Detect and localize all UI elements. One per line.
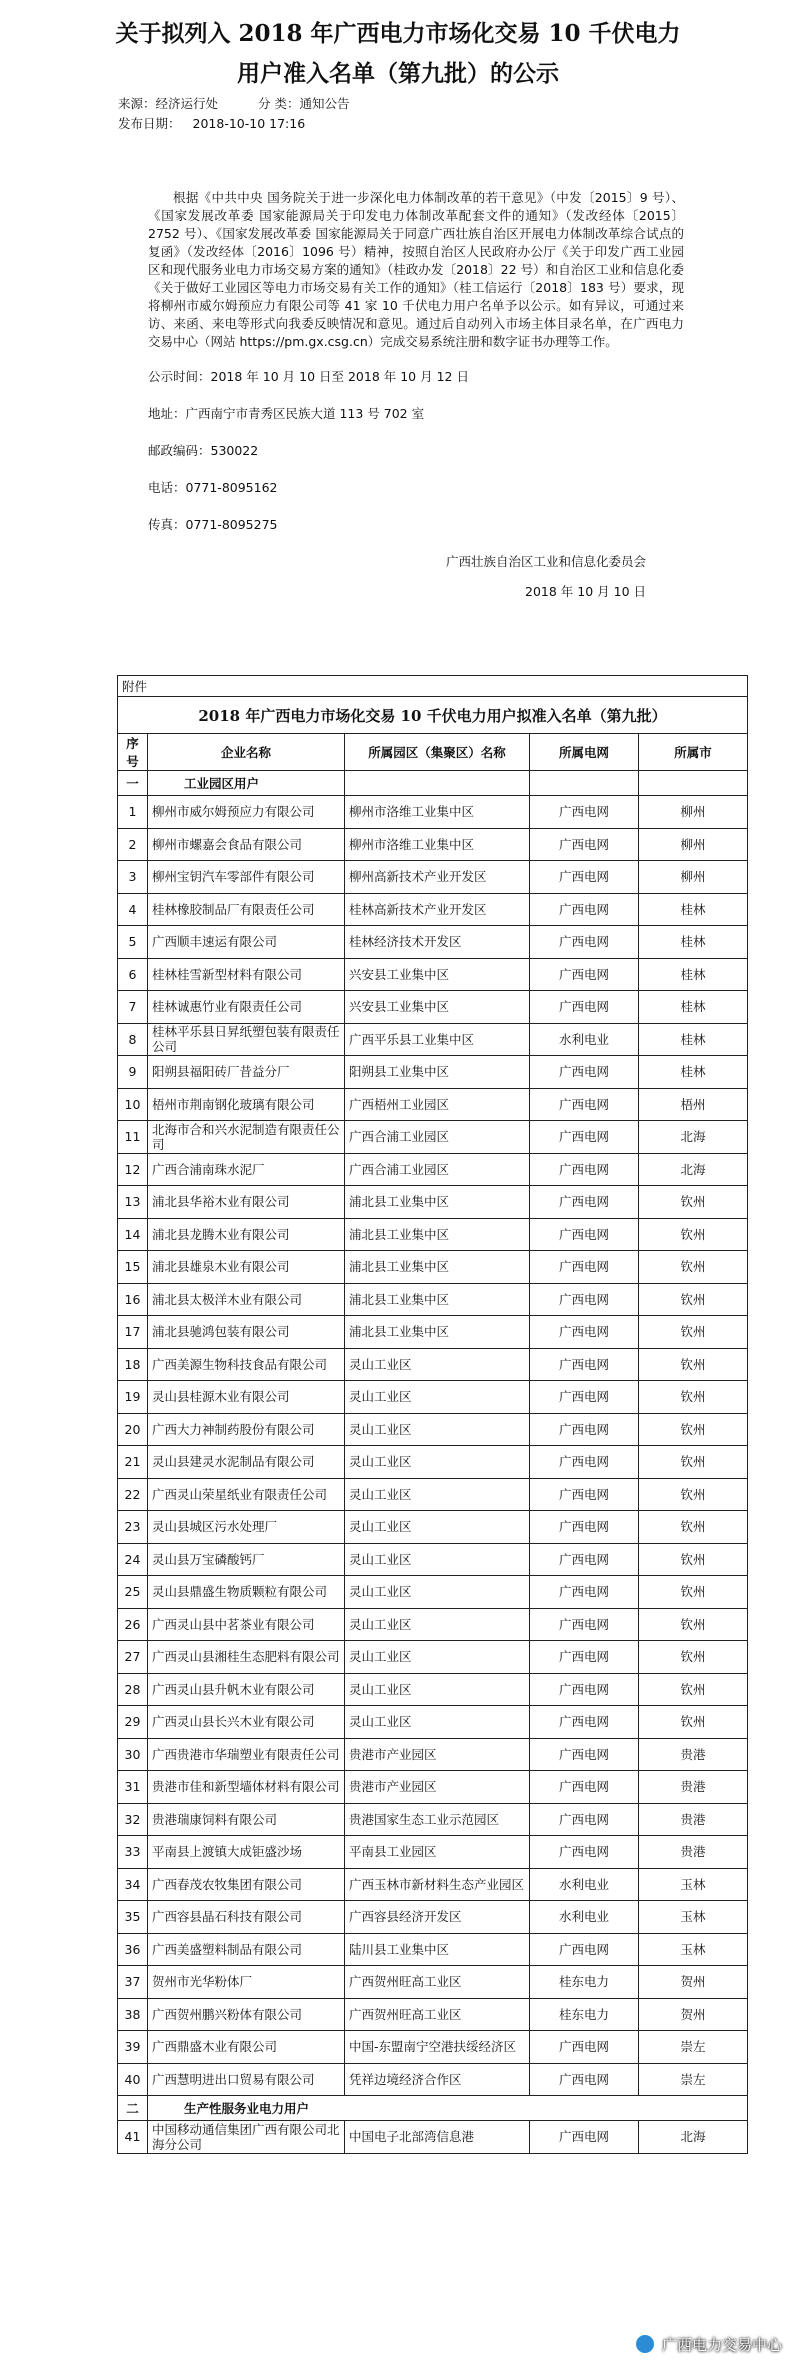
wechat-logo-icon [634, 2333, 656, 2355]
row-no: 22 [118, 1478, 148, 1511]
row-city: 钦州 [639, 1251, 748, 1284]
row-park: 浦北县工业集中区 [345, 1218, 530, 1251]
row-grid: 广西电网 [530, 1316, 639, 1349]
row-park: 广西梧州工业园区 [345, 1088, 530, 1121]
row-city: 北海 [639, 1121, 748, 1154]
table-row [118, 1706, 748, 1739]
row-park: 灵山工业区 [345, 1478, 530, 1511]
row-grid: 水利电业 [530, 1901, 639, 1934]
row-company: 桂林桂雪新型材料有限公司 [148, 958, 345, 991]
row-no: 32 [118, 1803, 148, 1836]
row-company: 梧州市荆南钢化玻璃有限公司 [148, 1088, 345, 1121]
row-grid: 广西电网 [530, 1251, 639, 1284]
row-city: 钦州 [639, 1543, 748, 1576]
row-park: 凭祥边境经济合作区 [345, 2063, 530, 2096]
row-city: 贵港 [639, 1771, 748, 1804]
row-city: 钦州 [639, 1576, 748, 1609]
table-row [118, 1478, 748, 1511]
date-value: 2018-10-10 17:16 [192, 116, 306, 131]
row-grid: 水利电业 [530, 1023, 639, 1056]
header-city: 所属市 [639, 734, 748, 771]
table-row [118, 1381, 748, 1414]
row-park: 灵山工业区 [345, 1608, 530, 1641]
phone: 电话：0771-8095162 [148, 480, 278, 495]
row-company: 广西慧明进出口贸易有限公司 [148, 2063, 345, 2096]
row-no: 15 [118, 1251, 148, 1284]
row-no: 3 [118, 861, 148, 894]
row-company: 广西灵山县湘桂生态肥料有限公司 [148, 1641, 345, 1674]
row-no: 33 [118, 1836, 148, 1869]
row-company: 柳州市螺嘉会食品有限公司 [148, 828, 345, 861]
row-grid: 广西电网 [530, 1933, 639, 1966]
table-row [118, 1316, 748, 1349]
row-grid: 广西电网 [530, 1771, 639, 1804]
row-company: 广西美源生物科技食品有限公司 [148, 1348, 345, 1381]
header-company: 企业名称 [148, 734, 345, 771]
row-company: 灵山县建灵水泥制品有限公司 [148, 1446, 345, 1479]
row-city: 钦州 [639, 1478, 748, 1511]
row-park: 广西贺州旺高工业区 [345, 1998, 530, 2031]
table-row [118, 1251, 748, 1284]
row-grid: 广西电网 [530, 1413, 639, 1446]
row-no: 21 [118, 1446, 148, 1479]
title-line-2: 用户准入名单（第九批）的公示 [237, 60, 559, 87]
row-no: 8 [118, 1023, 148, 1056]
row-grid: 广西电网 [530, 1673, 639, 1706]
row-city: 柳州 [639, 796, 748, 829]
row-city: 钦州 [639, 1608, 748, 1641]
row-city: 柳州 [639, 828, 748, 861]
row-grid: 广西电网 [530, 1478, 639, 1511]
row-no: 38 [118, 1998, 148, 2031]
row-company: 灵山县城区污水处理厂 [148, 1511, 345, 1544]
row-company: 北海市合和兴水泥制造有限责任公司 [148, 1121, 345, 1154]
row-city: 钦州 [639, 1511, 748, 1544]
row-company: 广西贵港市华瑞塑业有限责任公司 [148, 1738, 345, 1771]
row-company: 柳州市威尔姆预应力有限公司 [148, 796, 345, 829]
publicity-time: 公示时间：2018 年 10 月 10 日至 2018 年 10 月 12 日 [148, 369, 469, 384]
row-grid: 广西电网 [530, 1608, 639, 1641]
sign-date: 2018 年 10 月 10 日 [525, 584, 646, 599]
row-no: 27 [118, 1641, 148, 1674]
table-row [118, 1023, 748, 1056]
row-park: 浦北县工业集中区 [345, 1283, 530, 1316]
date-label: 发布日期： [118, 116, 181, 131]
meta-info [0, 94, 796, 134]
row-city: 贵港 [639, 1836, 748, 1869]
row-grid: 广西电网 [530, 1056, 639, 1089]
table-row [118, 1998, 748, 2031]
row-grid: 广西电网 [530, 1836, 639, 1869]
row-park: 浦北县工业集中区 [345, 1316, 530, 1349]
table-row [118, 1121, 748, 1154]
row-no: 23 [118, 1511, 148, 1544]
source-label: 来源：经济运行处 [118, 96, 219, 111]
section-no: 二 [118, 2096, 148, 2121]
row-grid: 广西电网 [530, 861, 639, 894]
table-row [118, 1868, 748, 1901]
table-row [118, 861, 748, 894]
row-no: 13 [118, 1186, 148, 1219]
row-no: 29 [118, 1706, 148, 1739]
row-city: 贵港 [639, 1803, 748, 1836]
row-company: 广西灵山县升帆木业有限公司 [148, 1673, 345, 1706]
table-row [118, 1836, 748, 1869]
row-grid: 广西电网 [530, 1186, 639, 1219]
header-no: 序号 [118, 734, 148, 771]
row-company: 贺州市光华粉体厂 [148, 1966, 345, 1999]
row-city: 崇左 [639, 2063, 748, 2096]
row-city: 崇左 [639, 2031, 748, 2064]
watermark-text: 广西电力交易中心 [661, 2335, 782, 2354]
watermark [634, 2333, 782, 2355]
table-row [118, 828, 748, 861]
row-park: 贵港市产业园区 [345, 1738, 530, 1771]
row-city: 贺州 [639, 1966, 748, 1999]
table-title: 2018 年广西电力市场化交易 10 千伏电力用户拟准入名单（第九批） [118, 697, 748, 734]
table-row [118, 1933, 748, 1966]
row-no: 6 [118, 958, 148, 991]
table-row [118, 926, 748, 959]
row-company: 浦北县雄泉木业有限公司 [148, 1251, 345, 1284]
row-city: 贺州 [639, 1998, 748, 2031]
row-no: 17 [118, 1316, 148, 1349]
row-city: 钦州 [639, 1706, 748, 1739]
row-no: 7 [118, 991, 148, 1024]
table-row [118, 1511, 748, 1544]
row-park: 兴安县工业集中区 [345, 991, 530, 1024]
table-row [118, 1218, 748, 1251]
row-company: 广西容县晶石科技有限公司 [148, 1901, 345, 1934]
row-no: 24 [118, 1543, 148, 1576]
row-city: 玉林 [639, 1901, 748, 1934]
row-city: 钦州 [639, 1283, 748, 1316]
row-city: 玉林 [639, 1933, 748, 1966]
row-city: 钦州 [639, 1673, 748, 1706]
document [0, 0, 796, 612]
row-company: 广西灵山县长兴木业有限公司 [148, 1706, 345, 1739]
row-company: 广西合浦南珠水泥厂 [148, 1153, 345, 1186]
row-grid: 水利电业 [530, 1868, 639, 1901]
row-no: 34 [118, 1868, 148, 1901]
row-city: 钦州 [639, 1186, 748, 1219]
body-paragraph: 根据《中共中央 国务院关于进一步深化电力体制改革的若干意见》（中发〔2015〕9 号）、《国家发展改革委 国家能源局关于印发电力体制改革配套文件的通知》（发改经体〔2015〕2752 号）、《国家发展改革委 国家能源局关于同意广西壮族自治区开展电力体制改革综合试点的复函》（发改经体〔2016〕1096 号）精神，按照自治区人民政府办公厅《关于印发广西工业园区和现代服务业电力市场交易方案的通知》（桂政办发〔2018〕22 号）和自治区工业和信息化委《关于做好工业园区等电力市场交易有关工作的通知》（桂工信运行〔2018〕183 号）要求，现将柳州市威尔姆预应力有限公司等 41 家 10 千伏电力用户名单予以公示。如有异议，可通过来访、来函、来电等形式向我委反映情况和意见。通过后自动列入市场主体目录名单，在广西电力交易中心（网站 https://pm.gx.csg.cn）完成交易系统注册和数字证书办理等工作。 [148, 190, 684, 349]
row-grid: 广西电网 [530, 1218, 639, 1251]
row-city: 钦州 [639, 1348, 748, 1381]
section-label: 工业园区用户 [148, 771, 345, 796]
row-park: 灵山工业区 [345, 1511, 530, 1544]
row-grid: 广西电网 [530, 1446, 639, 1479]
row-no: 5 [118, 926, 148, 959]
row-grid: 广西电网 [530, 2063, 639, 2096]
row-city: 柳州 [639, 861, 748, 894]
row-no: 25 [118, 1576, 148, 1609]
row-no: 18 [118, 1348, 148, 1381]
row-grid: 广西电网 [530, 1511, 639, 1544]
table-row [118, 796, 748, 829]
row-no: 19 [118, 1381, 148, 1414]
row-park: 灵山工业区 [345, 1673, 530, 1706]
row-city: 梧州 [639, 1088, 748, 1121]
postcode: 邮政编码：530022 [148, 443, 259, 458]
row-company: 广西顺丰速运有限公司 [148, 926, 345, 959]
row-city: 桂林 [639, 1023, 748, 1056]
row-city: 钦州 [639, 1446, 748, 1479]
table-row [118, 1186, 748, 1219]
row-company: 广西大力神制药股份有限公司 [148, 1413, 345, 1446]
table-row [118, 1153, 748, 1186]
row-city: 钦州 [639, 1218, 748, 1251]
row-company: 广西贺州鹏兴粉体有限公司 [148, 1998, 345, 2031]
row-grid: 广西电网 [530, 926, 639, 959]
row-company: 广西春茂农牧集团有限公司 [148, 1868, 345, 1901]
row-park: 灵山工业区 [345, 1348, 530, 1381]
row-city: 钦州 [639, 1316, 748, 1349]
row-park: 桂林经济技术开发区 [345, 926, 530, 959]
row-park: 灵山工业区 [345, 1576, 530, 1609]
issuing-org: 广西壮族自治区工业和信息化委员会 [445, 554, 646, 569]
row-park: 贵港国家生态工业示范园区 [345, 1803, 530, 1836]
row-park: 广西合浦工业园区 [345, 1153, 530, 1186]
row-park: 浦北县工业集中区 [345, 1251, 530, 1284]
row-company: 浦北县驰鸿包装有限公司 [148, 1316, 345, 1349]
row-grid: 广西电网 [530, 1706, 639, 1739]
row-park: 中国电子北部湾信息港 [345, 2121, 530, 2154]
table-row [118, 2121, 748, 2154]
row-no: 31 [118, 1771, 148, 1804]
row-park: 陆川县工业集中区 [345, 1933, 530, 1966]
row-grid: 广西电网 [530, 1738, 639, 1771]
row-park: 中国-东盟南宁空港扶绥经济区 [345, 2031, 530, 2064]
section-row [118, 2096, 748, 2121]
row-no: 28 [118, 1673, 148, 1706]
table-row [118, 1056, 748, 1089]
row-company: 平南县上渡镇大成钜盛沙场 [148, 1836, 345, 1869]
row-no: 30 [118, 1738, 148, 1771]
table-row [118, 893, 748, 926]
row-no: 26 [118, 1608, 148, 1641]
row-city: 北海 [639, 2121, 748, 2154]
table-row [118, 1771, 748, 1804]
row-no: 36 [118, 1933, 148, 1966]
table-row [118, 991, 748, 1024]
category-label: 分 类：通知公告 [258, 96, 350, 111]
row-park: 灵山工业区 [345, 1446, 530, 1479]
row-no: 11 [118, 1121, 148, 1154]
row-park: 阳朔县工业集中区 [345, 1056, 530, 1089]
row-park: 广西玉林市新材料生态产业园区 [345, 1868, 530, 1901]
table-row [118, 1901, 748, 1934]
title-line-1: 关于拟列入 2018 年广西电力市场化交易 10 千伏电力 [115, 20, 681, 47]
row-company: 浦北县华裕木业有限公司 [148, 1186, 345, 1219]
row-grid: 广西电网 [530, 1348, 639, 1381]
row-park: 广西平乐县工业集中区 [345, 1023, 530, 1056]
row-park: 广西容县经济开发区 [345, 1901, 530, 1934]
row-no: 37 [118, 1966, 148, 1999]
row-company: 灵山县桂源木业有限公司 [148, 1381, 345, 1414]
table-row [118, 1641, 748, 1674]
page-title [0, 14, 796, 94]
row-park: 平南县工业园区 [345, 1836, 530, 1869]
row-grid: 广西电网 [530, 1121, 639, 1154]
row-company: 桂林诚惠竹业有限责任公司 [148, 991, 345, 1024]
row-park: 灵山工业区 [345, 1381, 530, 1414]
row-park: 浦北县工业集中区 [345, 1186, 530, 1219]
row-park: 灵山工业区 [345, 1641, 530, 1674]
row-grid: 广西电网 [530, 991, 639, 1024]
row-city: 桂林 [639, 926, 748, 959]
table-row [118, 1283, 748, 1316]
row-no: 39 [118, 2031, 148, 2064]
row-no: 35 [118, 1901, 148, 1934]
row-company: 贵港瑞康饲料有限公司 [148, 1803, 345, 1836]
row-no: 41 [118, 2121, 148, 2154]
row-company: 广西灵山荣星纸业有限责任公司 [148, 1478, 345, 1511]
row-company: 广西美盛塑料制品有限公司 [148, 1933, 345, 1966]
row-company: 广西灵山县中茗茶业有限公司 [148, 1608, 345, 1641]
row-no: 20 [118, 1413, 148, 1446]
row-no: 14 [118, 1218, 148, 1251]
contact-info [0, 367, 796, 539]
table-row [118, 1576, 748, 1609]
row-park: 广西合浦工业园区 [345, 1121, 530, 1154]
row-company: 阳朔县福阳砖厂昔益分厂 [148, 1056, 345, 1089]
user-list-table [117, 675, 748, 2154]
row-park: 柳州高新技术产业开发区 [345, 861, 530, 894]
row-grid: 桂东电力 [530, 1966, 639, 1999]
row-company: 浦北县太极洋木业有限公司 [148, 1283, 345, 1316]
row-park: 柳州市洛维工业集中区 [345, 796, 530, 829]
row-grid: 广西电网 [530, 1283, 639, 1316]
row-grid: 广西电网 [530, 1088, 639, 1121]
row-city: 玉林 [639, 1868, 748, 1901]
row-park: 桂林高新技术产业开发区 [345, 893, 530, 926]
row-grid: 广西电网 [530, 1153, 639, 1186]
row-company: 柳州宝钥汽车零部件有限公司 [148, 861, 345, 894]
fax: 传真：0771-8095275 [148, 517, 278, 532]
table-row [118, 1446, 748, 1479]
row-no: 12 [118, 1153, 148, 1186]
row-company: 浦北县龙腾木业有限公司 [148, 1218, 345, 1251]
row-grid: 广西电网 [530, 893, 639, 926]
row-grid: 广西电网 [530, 1803, 639, 1836]
row-grid: 广西电网 [530, 1641, 639, 1674]
row-park: 兴安县工业集中区 [345, 958, 530, 991]
section-label: 生产性服务业电力用户 [148, 2096, 748, 2121]
row-no: 16 [118, 1283, 148, 1316]
attachment-label: 附件 [118, 676, 748, 697]
row-park: 广西贺州旺高工业区 [345, 1966, 530, 1999]
row-no: 9 [118, 1056, 148, 1089]
table-row [118, 1413, 748, 1446]
row-city: 桂林 [639, 1056, 748, 1089]
table-row [118, 2031, 748, 2064]
row-park: 灵山工业区 [345, 1543, 530, 1576]
row-grid: 广西电网 [530, 958, 639, 991]
row-grid: 广西电网 [530, 2121, 639, 2154]
row-city: 钦州 [639, 1381, 748, 1414]
table-row [118, 958, 748, 991]
header-park: 所属园区（集聚区）名称 [345, 734, 530, 771]
row-park: 柳州市洛维工业集中区 [345, 828, 530, 861]
row-grid: 广西电网 [530, 1576, 639, 1609]
row-grid: 广西电网 [530, 796, 639, 829]
row-city: 贵港 [639, 1738, 748, 1771]
row-company: 桂林平乐县日昇纸塑包装有限责任公司 [148, 1023, 345, 1056]
row-no: 2 [118, 828, 148, 861]
row-no: 10 [118, 1088, 148, 1121]
table-row [118, 2063, 748, 2096]
row-park: 灵山工业区 [345, 1706, 530, 1739]
row-company: 灵山县鼎盛生物质颗粒有限公司 [148, 1576, 345, 1609]
table-row [118, 1348, 748, 1381]
row-no: 1 [118, 796, 148, 829]
row-city: 桂林 [639, 893, 748, 926]
row-no: 4 [118, 893, 148, 926]
row-city: 桂林 [639, 991, 748, 1024]
row-grid: 广西电网 [530, 1381, 639, 1414]
row-park: 贵港市产业园区 [345, 1771, 530, 1804]
address: 地址：广西南宁市青秀区民族大道 113 号 702 室 [148, 406, 425, 421]
row-grid: 桂东电力 [530, 1998, 639, 2031]
row-city: 钦州 [639, 1413, 748, 1446]
table-row [118, 1803, 748, 1836]
table-row [118, 1543, 748, 1576]
row-no: 40 [118, 2063, 148, 2096]
row-company: 桂林橡胶制品厂有限责任公司 [148, 893, 345, 926]
row-grid: 广西电网 [530, 2031, 639, 2064]
header-grid: 所属电网 [530, 734, 639, 771]
section-no: 一 [118, 771, 148, 796]
row-company: 灵山县万宝磷酸钙厂 [148, 1543, 345, 1576]
table-row [118, 1673, 748, 1706]
row-company: 贵港市佳和新型墙体材料有限公司 [148, 1771, 345, 1804]
row-city: 北海 [639, 1153, 748, 1186]
signature [0, 552, 796, 612]
table-row [118, 1738, 748, 1771]
row-city: 钦州 [639, 1641, 748, 1674]
table-row [118, 1966, 748, 1999]
row-city: 桂林 [639, 958, 748, 991]
table-row [118, 1608, 748, 1641]
table-row [118, 1088, 748, 1121]
row-grid: 广西电网 [530, 1543, 639, 1576]
row-grid: 广西电网 [530, 828, 639, 861]
row-park: 灵山工业区 [345, 1413, 530, 1446]
row-company: 广西鼎盛木业有限公司 [148, 2031, 345, 2064]
row-company: 中国移动通信集团广西有限公司北海分公司 [148, 2121, 345, 2154]
